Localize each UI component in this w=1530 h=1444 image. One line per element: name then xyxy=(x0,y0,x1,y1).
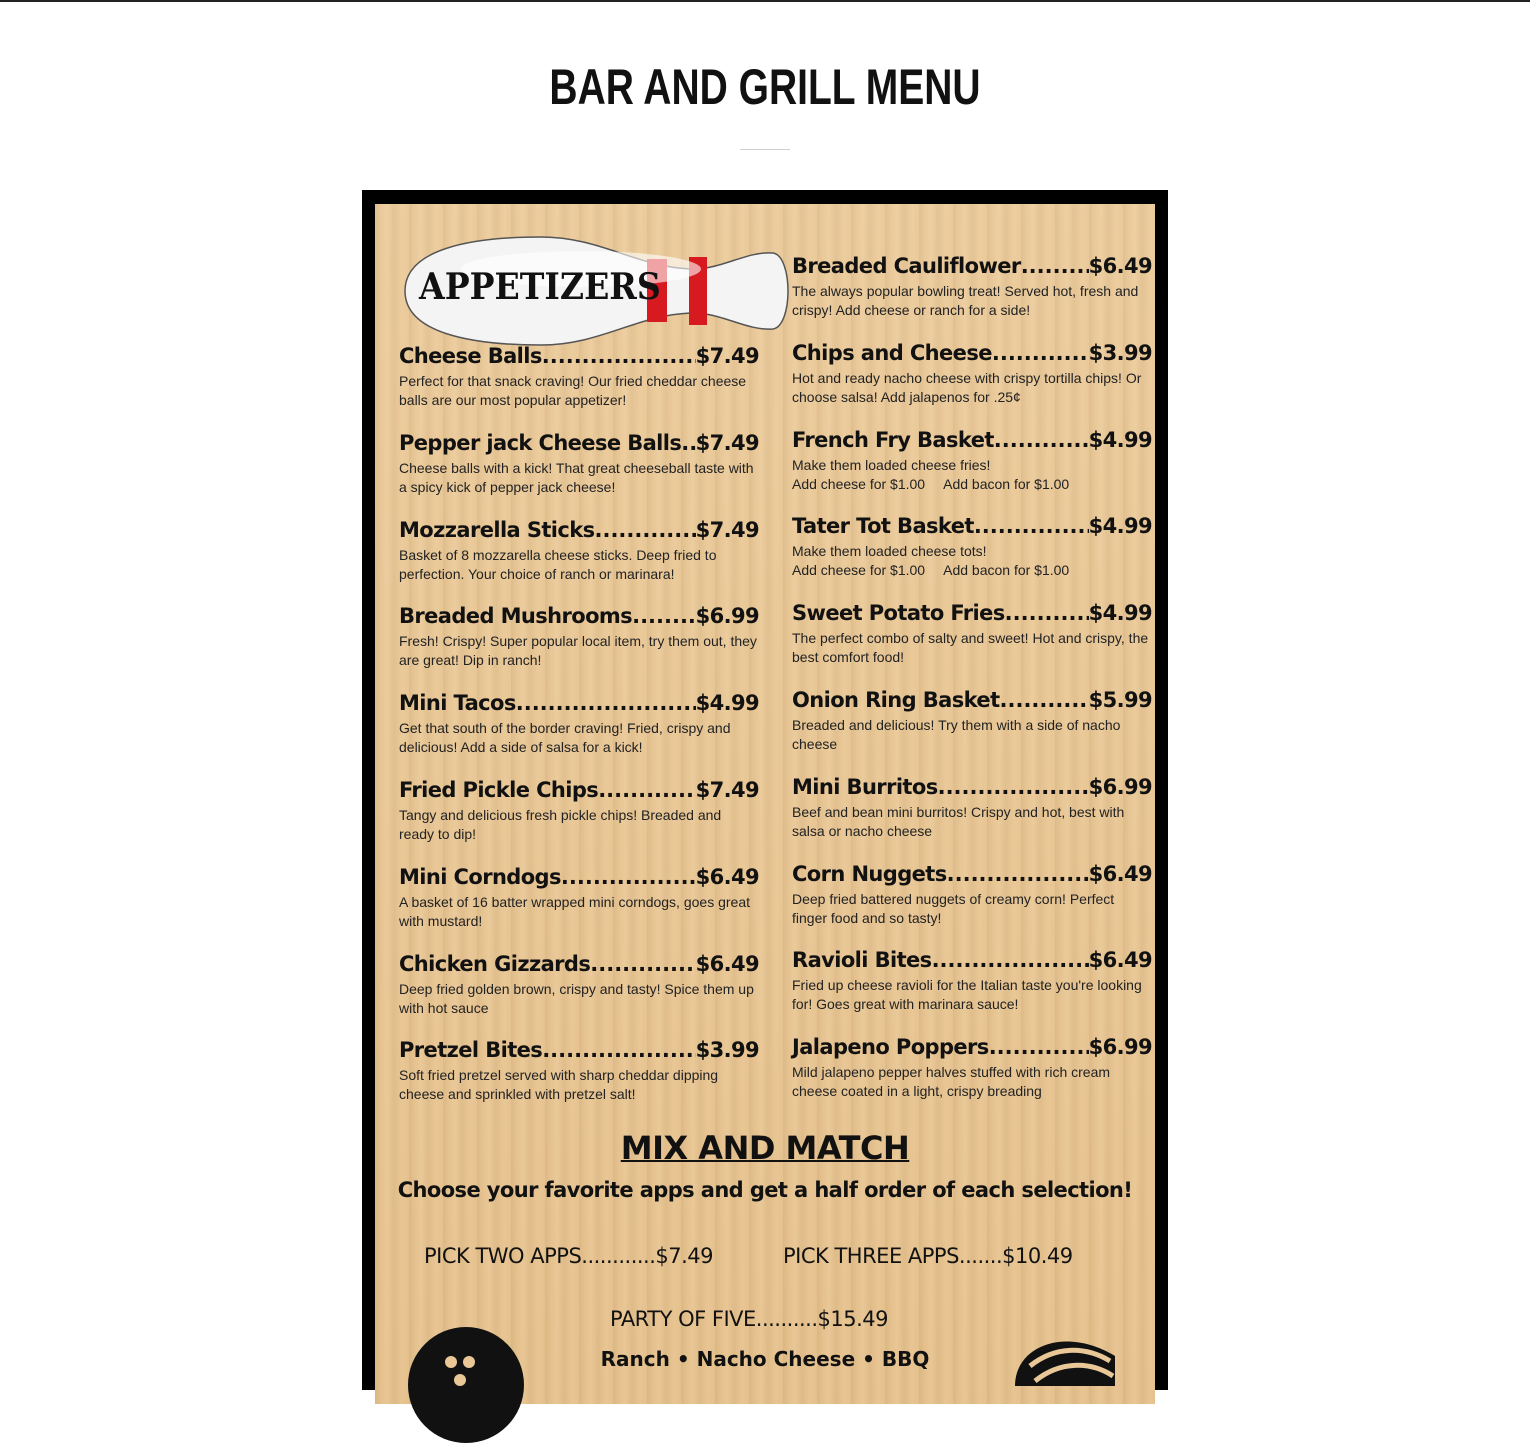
menu-item-price: $4.99 xyxy=(1088,601,1152,626)
dot-leader xyxy=(516,691,696,715)
dot-leader xyxy=(632,604,695,628)
menu-item-name: Mini Tacos xyxy=(399,691,516,716)
menu-item-heading xyxy=(792,254,1152,282)
menu-item-description-text: Make them loaded cheese tots! xyxy=(792,543,987,560)
menu-item-description-text: Mild jalapeno pepper halves stuffed with rich cream cheese coated in a light, crispy breading xyxy=(792,1064,1111,1100)
dot-leader xyxy=(932,948,1089,972)
menu-item-heading xyxy=(399,691,759,719)
menu-item-name: Breaded Mushrooms xyxy=(399,604,633,629)
menu-item-heading xyxy=(399,778,759,806)
bowling-pins-icon xyxy=(1005,1326,1125,1416)
menu-item-name: Onion Ring Basket xyxy=(792,688,1000,712)
menu-item xyxy=(399,604,759,670)
dot-leader xyxy=(542,344,696,368)
dot-leader xyxy=(992,341,1089,365)
menu-item-addon: Add cheese for $1.00 xyxy=(792,475,926,492)
menu-item xyxy=(399,952,759,1018)
dot-leader xyxy=(681,431,695,455)
menu-item xyxy=(792,1035,1152,1101)
menu-item-description-text: Get that south of the border craving! Fried, crispy and delicious! Add a side of salsa for a kick! xyxy=(399,720,731,756)
menu-image xyxy=(362,190,1168,1390)
menu-item-price: $6.49 xyxy=(695,864,759,889)
dot-leader xyxy=(590,952,695,976)
menu-item-description xyxy=(792,456,1152,494)
menu-item xyxy=(792,514,1152,580)
menu-item-heading xyxy=(792,428,1152,456)
menu-item-name: Tater Tot Basket xyxy=(792,514,974,539)
section-title: APPETIZERS xyxy=(419,266,661,308)
menu-item-description-text: Cheese balls with a kick! That great cheeseball taste with a spicy kick of pepper jack cheese! xyxy=(399,459,754,495)
menu-item-price: $6.49 xyxy=(1088,861,1152,886)
menu-item-description-text: Tangy and delicious fresh pickle chips! Breaded and ready to dip! xyxy=(399,807,722,842)
page-title: BAR AND GRILL MENU xyxy=(549,59,981,115)
menu-item-price: $7.49 xyxy=(695,344,759,368)
mix-and-match-title: MIX AND MATCH xyxy=(620,1129,910,1167)
dot-leader xyxy=(595,518,696,542)
menu-item-description-text: A basket of 16 batter wrapped mini corndogs, goes great with mustard! xyxy=(399,893,750,929)
title-divider xyxy=(740,149,790,150)
menu-item xyxy=(399,691,759,757)
menu-item-price: $4.99 xyxy=(1088,514,1152,539)
dot-leader xyxy=(1000,688,1089,712)
menu-item-price: $4.99 xyxy=(1088,427,1152,452)
menu-item-description xyxy=(399,980,759,1018)
menu-item-price: $3.99 xyxy=(1088,340,1152,365)
menu-item-description xyxy=(399,546,759,584)
menu-item-heading xyxy=(792,341,1152,369)
menu-item xyxy=(792,948,1152,1014)
menu-item-price: $7.49 xyxy=(695,517,759,542)
dot-leader xyxy=(994,428,1089,452)
menu-item-name: Jalapeno Poppers xyxy=(792,1035,989,1060)
menu-item-heading xyxy=(399,431,759,459)
menu-item-heading xyxy=(792,601,1152,629)
menu-item-description-text: Hot and ready nacho cheese with crispy tortilla chips! Or choose salsa! Add jalapenos for .25¢ xyxy=(792,369,1142,405)
menu-item-heading xyxy=(399,865,759,893)
menu-item xyxy=(792,341,1152,407)
menu-item xyxy=(399,344,759,410)
menu-item-heading xyxy=(399,344,759,372)
menu-item-description-text: Fresh! Crispy! Super popular local item, try them out, they are great! Dip in ranch! xyxy=(399,633,757,669)
menu-item-addon: Add cheese for $1.00 xyxy=(792,562,926,579)
top-border-line xyxy=(0,0,1530,2)
menu-item-name: Chicken Gizzards xyxy=(399,951,591,976)
menu-item xyxy=(792,775,1152,841)
menu-item-description xyxy=(399,893,759,931)
menu-item-name: French Fry Basket xyxy=(792,427,994,452)
menu-item-description xyxy=(792,1063,1152,1101)
mix-and-match-subtitle: Choose your favorite apps and get a half order of each selection! xyxy=(397,1178,1133,1202)
menu-item xyxy=(792,254,1152,320)
menu-item-name: Fried Pickle Chips xyxy=(399,778,599,802)
menu-item xyxy=(792,688,1152,754)
menu-item-name: Mini Burritos xyxy=(792,774,938,799)
menu-item-description-text: Deep fried battered nuggets of creamy corn! Perfect finger food and so tasty! xyxy=(792,890,1115,926)
menu-item-heading xyxy=(399,1038,759,1066)
menu-item-name: Mozzarella Sticks xyxy=(399,517,595,542)
menu-item-description xyxy=(399,1066,759,1104)
menu-item-description-text: Make them loaded cheese fries! xyxy=(792,456,991,473)
menu-item-name: Cheese Balls xyxy=(399,344,542,368)
menu-item-price: $6.49 xyxy=(1088,948,1152,973)
menu-item-price: $5.99 xyxy=(1088,688,1152,712)
menu-item-description-text: Deep fried golden brown, crispy and tasty! Spice them up with hot sauce xyxy=(399,980,754,1016)
menu-item-description-text: Beef and bean mini burritos! Crispy and hot, best with salsa or nacho cheese xyxy=(792,803,1125,839)
menu-item-description xyxy=(792,976,1152,1014)
menu-item xyxy=(792,428,1152,494)
menu-item-name: Breaded Cauliflower xyxy=(792,254,1021,278)
menu-item-description-text: Basket of 8 mozzarella cheese sticks. Deep fried to perfection. Your choice of ranch or marinara! xyxy=(399,546,717,582)
dot-leader xyxy=(989,1035,1089,1059)
menu-item-description xyxy=(792,282,1152,320)
menu-item xyxy=(792,862,1152,928)
menu-item-addon: Add bacon for $1.00 xyxy=(943,475,1070,492)
menu-item-price: $7.49 xyxy=(695,778,759,802)
party-of-five: PARTY OF FIVE..........$15.49 xyxy=(610,1307,889,1331)
bowling-ball-icon xyxy=(407,1326,525,1444)
menu-item-description xyxy=(792,803,1152,841)
menu-item-description-text: Perfect for that snack craving! Our fried cheddar cheese balls are our most popular appetizer! xyxy=(399,373,747,408)
menu-item xyxy=(399,1038,759,1104)
menu-item-heading xyxy=(792,688,1152,716)
menu-item-description xyxy=(399,806,759,844)
menu-item xyxy=(399,865,759,931)
menu-item-heading xyxy=(399,604,759,632)
dot-leader xyxy=(947,862,1089,886)
menu-item-price: $3.99 xyxy=(695,1038,759,1063)
menu-item-heading xyxy=(399,952,759,980)
menu-item-name: Sweet Potato Fries xyxy=(792,601,1005,626)
menu-item-price: $4.99 xyxy=(695,691,759,716)
dot-leader xyxy=(1021,254,1089,278)
menu-item xyxy=(399,778,759,844)
pick-two-apps: PICK TWO APPS............$7.49 xyxy=(424,1244,714,1268)
menu-item-name: Pretzel Bites xyxy=(399,1038,543,1063)
menu-item-price: $6.49 xyxy=(1088,254,1152,278)
menu-item-name: Corn Nuggets xyxy=(792,861,947,886)
menu-item-heading xyxy=(792,862,1152,890)
sauce-options: Ranch • Nacho Cheese • BBQ xyxy=(600,1347,930,1371)
menu-item-description xyxy=(399,719,759,757)
menu-item-description xyxy=(792,890,1152,928)
dot-leader xyxy=(561,865,696,889)
menu-item-heading xyxy=(792,514,1152,542)
menu-item-description-text: The always popular bowling treat! Served hot, fresh and crispy! Add cheese or ranch for a side! xyxy=(792,283,1139,318)
menu-item-price: $6.99 xyxy=(1088,1035,1152,1060)
menu-item-price: $6.99 xyxy=(1088,774,1152,799)
menu-item-description-text: The perfect combo of salty and sweet! Hot and crispy, the best comfort food! xyxy=(792,630,1149,666)
menu-board xyxy=(375,204,1155,1404)
menu-item-addon: Add bacon for $1.00 xyxy=(943,562,1070,579)
menu-item-price: $7.49 xyxy=(695,430,759,455)
menu-item-description xyxy=(792,716,1152,754)
menu-item-price: $6.99 xyxy=(695,604,759,629)
menu-item-description-text: Breaded and delicious! Try them with a side of nacho cheese xyxy=(792,717,1121,752)
menu-item xyxy=(399,431,759,497)
dot-leader xyxy=(938,775,1089,799)
dot-leader xyxy=(598,778,695,802)
menu-item-description xyxy=(792,369,1152,407)
menu-item-heading xyxy=(399,518,759,546)
menu-item-description xyxy=(399,372,759,410)
menu-item-heading xyxy=(792,1035,1152,1063)
menu-item-description xyxy=(399,632,759,670)
menu-item-price: $6.49 xyxy=(695,951,759,976)
menu-item-name: Chips and Cheese xyxy=(792,340,992,365)
menu-item-heading xyxy=(792,948,1152,976)
dot-leader xyxy=(1005,601,1089,625)
menu-item-heading xyxy=(792,775,1152,803)
menu-item xyxy=(399,518,759,584)
menu-item-name: Pepper jack Cheese Balls xyxy=(399,430,682,455)
menu-item xyxy=(792,601,1152,667)
pick-three-apps: PICK THREE APPS.......$10.49 xyxy=(783,1244,1073,1268)
menu-item-description-text: Fried up cheese ravioli for the Italian taste you're looking for! Goes great with marinara sauce! xyxy=(792,977,1142,1013)
menu-item-name: Mini Corndogs xyxy=(399,864,561,889)
menu-item-name: Ravioli Bites xyxy=(792,948,932,973)
menu-item-description-text: Soft fried pretzel served with sharp cheddar dipping cheese and sprinkled with pretzel salt! xyxy=(399,1067,719,1103)
menu-item-description xyxy=(792,629,1152,667)
menu-item-description xyxy=(399,459,759,497)
menu-item-description xyxy=(792,542,1152,580)
dot-leader xyxy=(542,1038,695,1062)
dot-leader xyxy=(974,514,1089,538)
